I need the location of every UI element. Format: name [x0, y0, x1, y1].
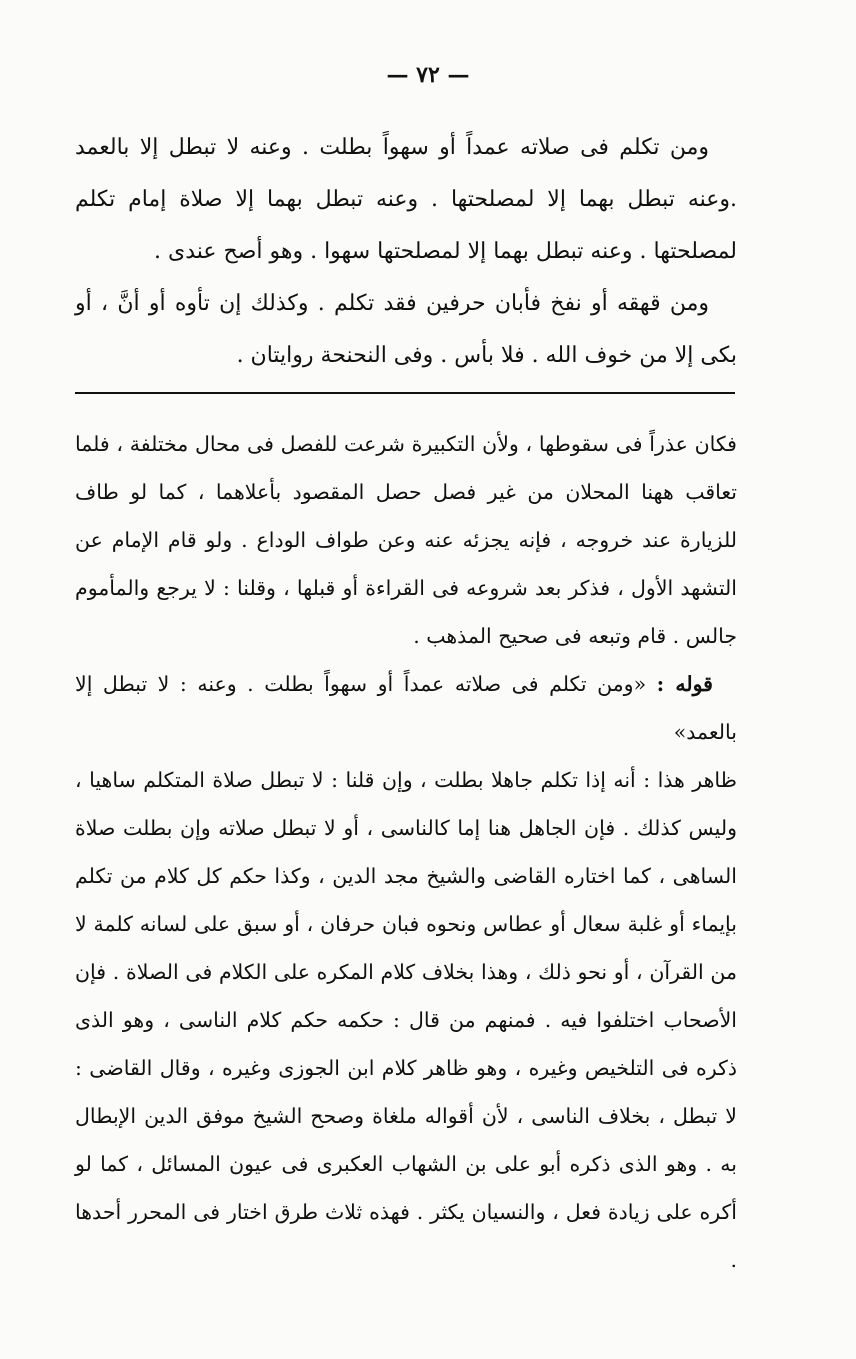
commentary-paragraph: ظاهر هذا : أنه إذا تكلم جاهلا بطلت ، وإن قلنا : لا تبطل صلاة المتكلم ساهيا ، وليس كذلك . فإن الجاهل هنا إما كالناسى ، أو لا تبطل صلاته وإن بطلت صلاة الساهى ، كما اختاره القاضى والشيخ مجد الدين ، وكذا حكم كل كلام من تكلم بإيماء أو غلبة سعال أو عطاس ونحوه فبان حرفان ، أو سبق على لسانه كلمة لا من القرآن ، أو نحو ذلك ، وهذا بخلاف كلام المكره على الكلام فى الصلاة . فإن الأصحاب اختلفوا فيه . فمنهم من قال : حكمه حكم كلام الناسى ، وهو الذى ذكره فى التلخيص وغيره ، وهو ظاهر كلام ابن الجوزى وغيره ، وقال القاضى : لا تبطل ، بخلاف الناسى ، لأن أقواله ملغاة وصحح الشيخ موفق الدين الإبطال به . وهو الذى ذكره أبو على بن الشهاب العكبرى فى عيون المسائل ، كما لو أكره على زيادة فعل ، والنسيان يكثر . فهذه ثلاث طرق اختار فى المحرر أحدها .	[75, 768, 737, 1272]
commentary-paragraph: فكان عذراً فى سقوطها ، ولأن التكبيرة شرعت للفصل فى محال مختلفة ، فلما تعاقب ههنا المحلان من غير فصل حصل المقصود بأعلاهما ، كما لو طاف للزيارة عند خروجه ، فإنه يجزئه عنه وعن طواف الوداع . ولو قام الإمام عن التشهد الأول ، فذكر بعد شروعه فى القراءة أو قبلها ، وقلنا : لا يرجع والمأموم جالس . قام وتبعه فى صحيح المذهب .	[75, 432, 737, 648]
commentary-text	[75, 420, 737, 1284]
quoted-text: «ومن تكلم فى صلاته عمداً أو سهواً بطلت . وعنه : لا تبطل إلا بالعمد»	[75, 672, 737, 744]
page-number: — ٧٢ —	[386, 62, 470, 88]
qawluhu-label: قوله :	[656, 672, 713, 696]
main-paragraph: ومن قهقه أو نفخ فأبان حرفين فقد تكلم . وكذلك إن تأوه أو أنَّ ، أو بكى إلا من خوف الله . فلا بأس . وفى النحنحة روايتان .	[75, 291, 737, 368]
commentary-quote-line	[75, 660, 737, 756]
section-divider	[75, 392, 735, 394]
main-text	[75, 122, 737, 382]
main-paragraph: ومن تكلم فى صلاته عمداً أو سهواً بطلت . وعنه لا تبطل إلا بالعمد .وعنه تبطل بهما إلا لمصلحتها . وعنه تبطل بهما إلا صلاة إمام تكلم لمصلحتها . وعنه تبطل بهما إلا لمصلحتها سهوا . وهو أصح عندى .	[75, 135, 737, 264]
